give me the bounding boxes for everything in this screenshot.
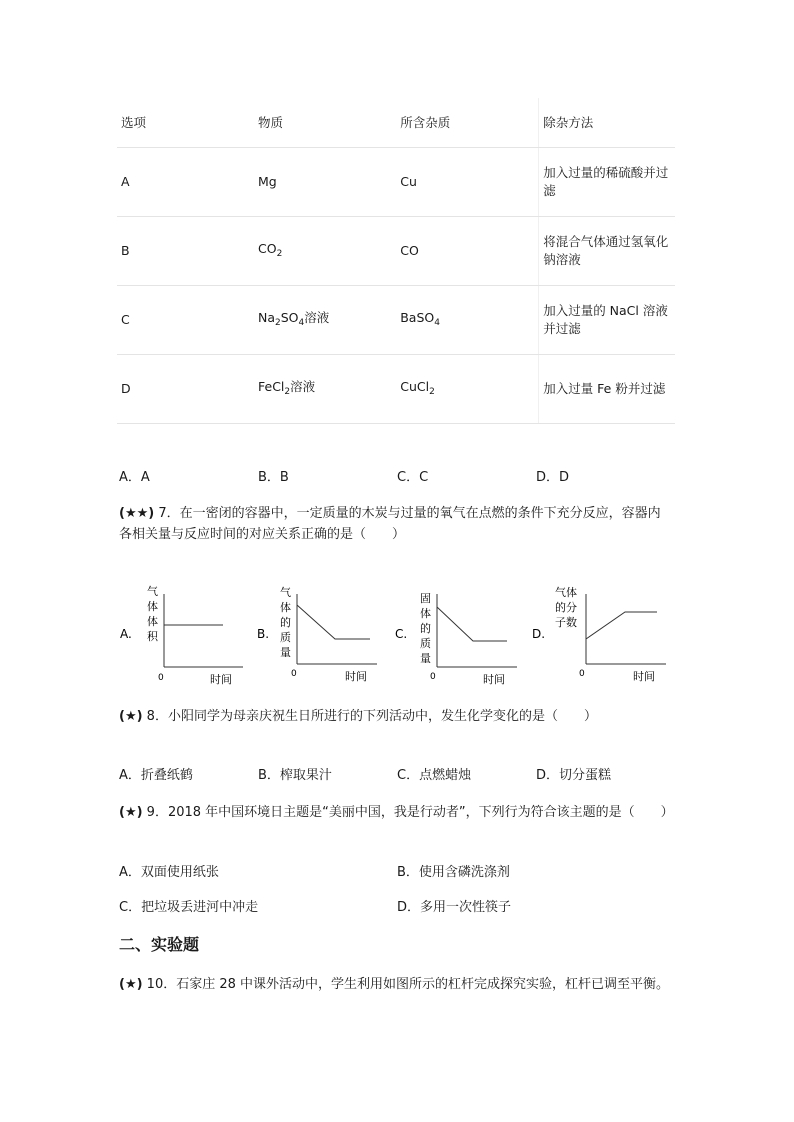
- cell-impurity: BaSO$_4$: [396, 286, 538, 355]
- cell-impurity: CuCl$_2$: [396, 355, 538, 424]
- graph-c-option-label: C.: [395, 627, 408, 641]
- graph-a-ylabel-4: 积: [147, 630, 158, 643]
- q8-option-b[interactable]: B．榨取果汁: [258, 768, 332, 783]
- cell-substance: $CO_2$: [254, 217, 396, 286]
- q10-stem: (★) 10．石家庄 28 中课外活动中，学生利用如图所示的杠杆完成探究实验，杠杆已调至平衡。: [119, 977, 670, 992]
- graph-b-curve: [297, 605, 370, 639]
- graph-b[interactable]: [257, 585, 377, 683]
- graph-c-ylabel-4: 质: [420, 637, 431, 650]
- table-row: [117, 217, 675, 286]
- q8-option-d[interactable]: D．切分蛋糕: [536, 768, 612, 783]
- header-impurity: 所含杂质: [396, 98, 538, 148]
- graph-b-ylabel-3: 的: [280, 616, 291, 629]
- table-row: [117, 148, 675, 217]
- graph-b-ylabel-1: 气: [280, 586, 291, 599]
- q9-option-c[interactable]: C．把垃圾丢进河中冲走: [119, 900, 259, 915]
- graph-d[interactable]: [532, 585, 666, 683]
- graph-a-ylabel-1: 气: [147, 585, 158, 598]
- cell-impurity: Cu: [396, 148, 538, 217]
- q9-option-a[interactable]: A．双面使用纸张: [119, 865, 219, 880]
- graph-c-origin: 0: [430, 672, 436, 682]
- cell-impurity: CO: [396, 217, 538, 286]
- graph-c-ylabel-5: 量: [420, 652, 431, 665]
- graph-a-option-label: A.: [120, 627, 132, 641]
- cell-option: B: [117, 217, 254, 286]
- q9-stem: (★) 9．2018 年中国环境日主题是“美丽中国，我是行动者”，下列行为符合该主题的是（ ）: [119, 805, 674, 820]
- q8-difficulty-stars: (★): [119, 709, 143, 724]
- graph-d-ylabel-3: 子数: [555, 616, 577, 629]
- graph-c-ylabel-1: 固: [420, 592, 431, 605]
- graph-c[interactable]: [395, 592, 517, 686]
- header-method: 除杂方法: [539, 98, 675, 148]
- cell-method: 加入过量 Fe 粉并过滤: [539, 355, 675, 424]
- q9-option-d[interactable]: D．多用一次性筷子: [397, 900, 512, 915]
- table-row: [117, 286, 675, 355]
- q7-graph-options: [115, 580, 685, 688]
- graph-d-origin: 0: [579, 669, 585, 679]
- graph-d-option-label: D.: [532, 627, 546, 641]
- cell-method: 加入过量的 NaCl 溶液并过滤: [539, 286, 675, 355]
- graph-d-ylabel-2: 的分: [555, 601, 577, 614]
- cell-substance: Mg: [254, 148, 396, 217]
- cell-method: 将混合气体通过氢氧化钠溶液: [539, 217, 675, 286]
- graph-d-ylabel-1: 气体: [555, 586, 577, 599]
- cell-option: A: [117, 148, 254, 217]
- q8-option-a[interactable]: A．折叠纸鹤: [119, 768, 193, 783]
- cell-substance: $Na_2SO_4$溶液: [254, 286, 396, 355]
- graph-d-xlabel: 时间: [633, 670, 655, 683]
- graph-a[interactable]: [120, 584, 243, 686]
- section-title: 二、实验题: [119, 935, 200, 954]
- graph-c-ylabel-3: 的: [420, 622, 431, 635]
- graph-c-curve: [437, 607, 507, 641]
- impurity-table: [117, 98, 675, 424]
- q8-option-c[interactable]: C．点燃蜡烛: [397, 768, 472, 783]
- graph-b-xlabel: 时间: [345, 670, 367, 683]
- q7-stem-line2: 各相关量与反应时间的对应关系正确的是（ ）: [119, 527, 406, 542]
- cell-option: C: [117, 286, 254, 355]
- graph-c-xlabel: 时间: [483, 673, 505, 686]
- header-option: 选项: [117, 98, 254, 148]
- graph-c-ylabel-2: 体: [420, 607, 431, 620]
- cell-substance: FeCl$_2$溶液: [254, 355, 396, 424]
- q8-stem: (★) 8．小阳同学为母亲庆祝生日所进行的下列活动中，发生化学变化的是（ ）: [119, 709, 597, 724]
- graph-a-ylabel-3: 体: [147, 615, 158, 628]
- q9-difficulty-stars: (★): [119, 805, 143, 820]
- q6-option-b[interactable]: B．B: [258, 470, 289, 485]
- cell-option: D: [117, 355, 254, 424]
- q7-stem-line1: (★★) 7．在一密闭的容器中，一定质量的木炭与过量的氧气在点燃的条件下充分反应，容器内: [119, 506, 661, 521]
- cell-method: 加入过量的稀硫酸并过滤: [539, 148, 675, 217]
- header-substance: 物质: [254, 98, 396, 148]
- graph-a-ylabel-2: 体: [147, 600, 158, 613]
- graph-b-ylabel-2: 体: [280, 601, 291, 614]
- graph-b-ylabel-4: 质: [280, 631, 291, 644]
- graph-b-origin: 0: [291, 669, 297, 679]
- graph-b-ylabel-5: 量: [280, 646, 291, 659]
- q6-option-c[interactable]: C．C: [397, 470, 429, 485]
- table-row: [117, 355, 675, 424]
- q6-option-a[interactable]: A．A: [119, 470, 150, 485]
- graph-a-xlabel: 时间: [210, 673, 232, 686]
- graph-d-curve: [586, 612, 657, 639]
- graph-a-origin: 0: [158, 673, 164, 683]
- q9-option-b[interactable]: B．使用含磷洗涤剂: [397, 865, 510, 880]
- q10-difficulty-stars: (★): [119, 977, 143, 992]
- q6-option-d[interactable]: D．D: [536, 470, 570, 485]
- graph-b-option-label: B.: [257, 627, 270, 641]
- table-header-row: [117, 98, 675, 148]
- q7-difficulty-stars: (★★): [119, 506, 155, 521]
